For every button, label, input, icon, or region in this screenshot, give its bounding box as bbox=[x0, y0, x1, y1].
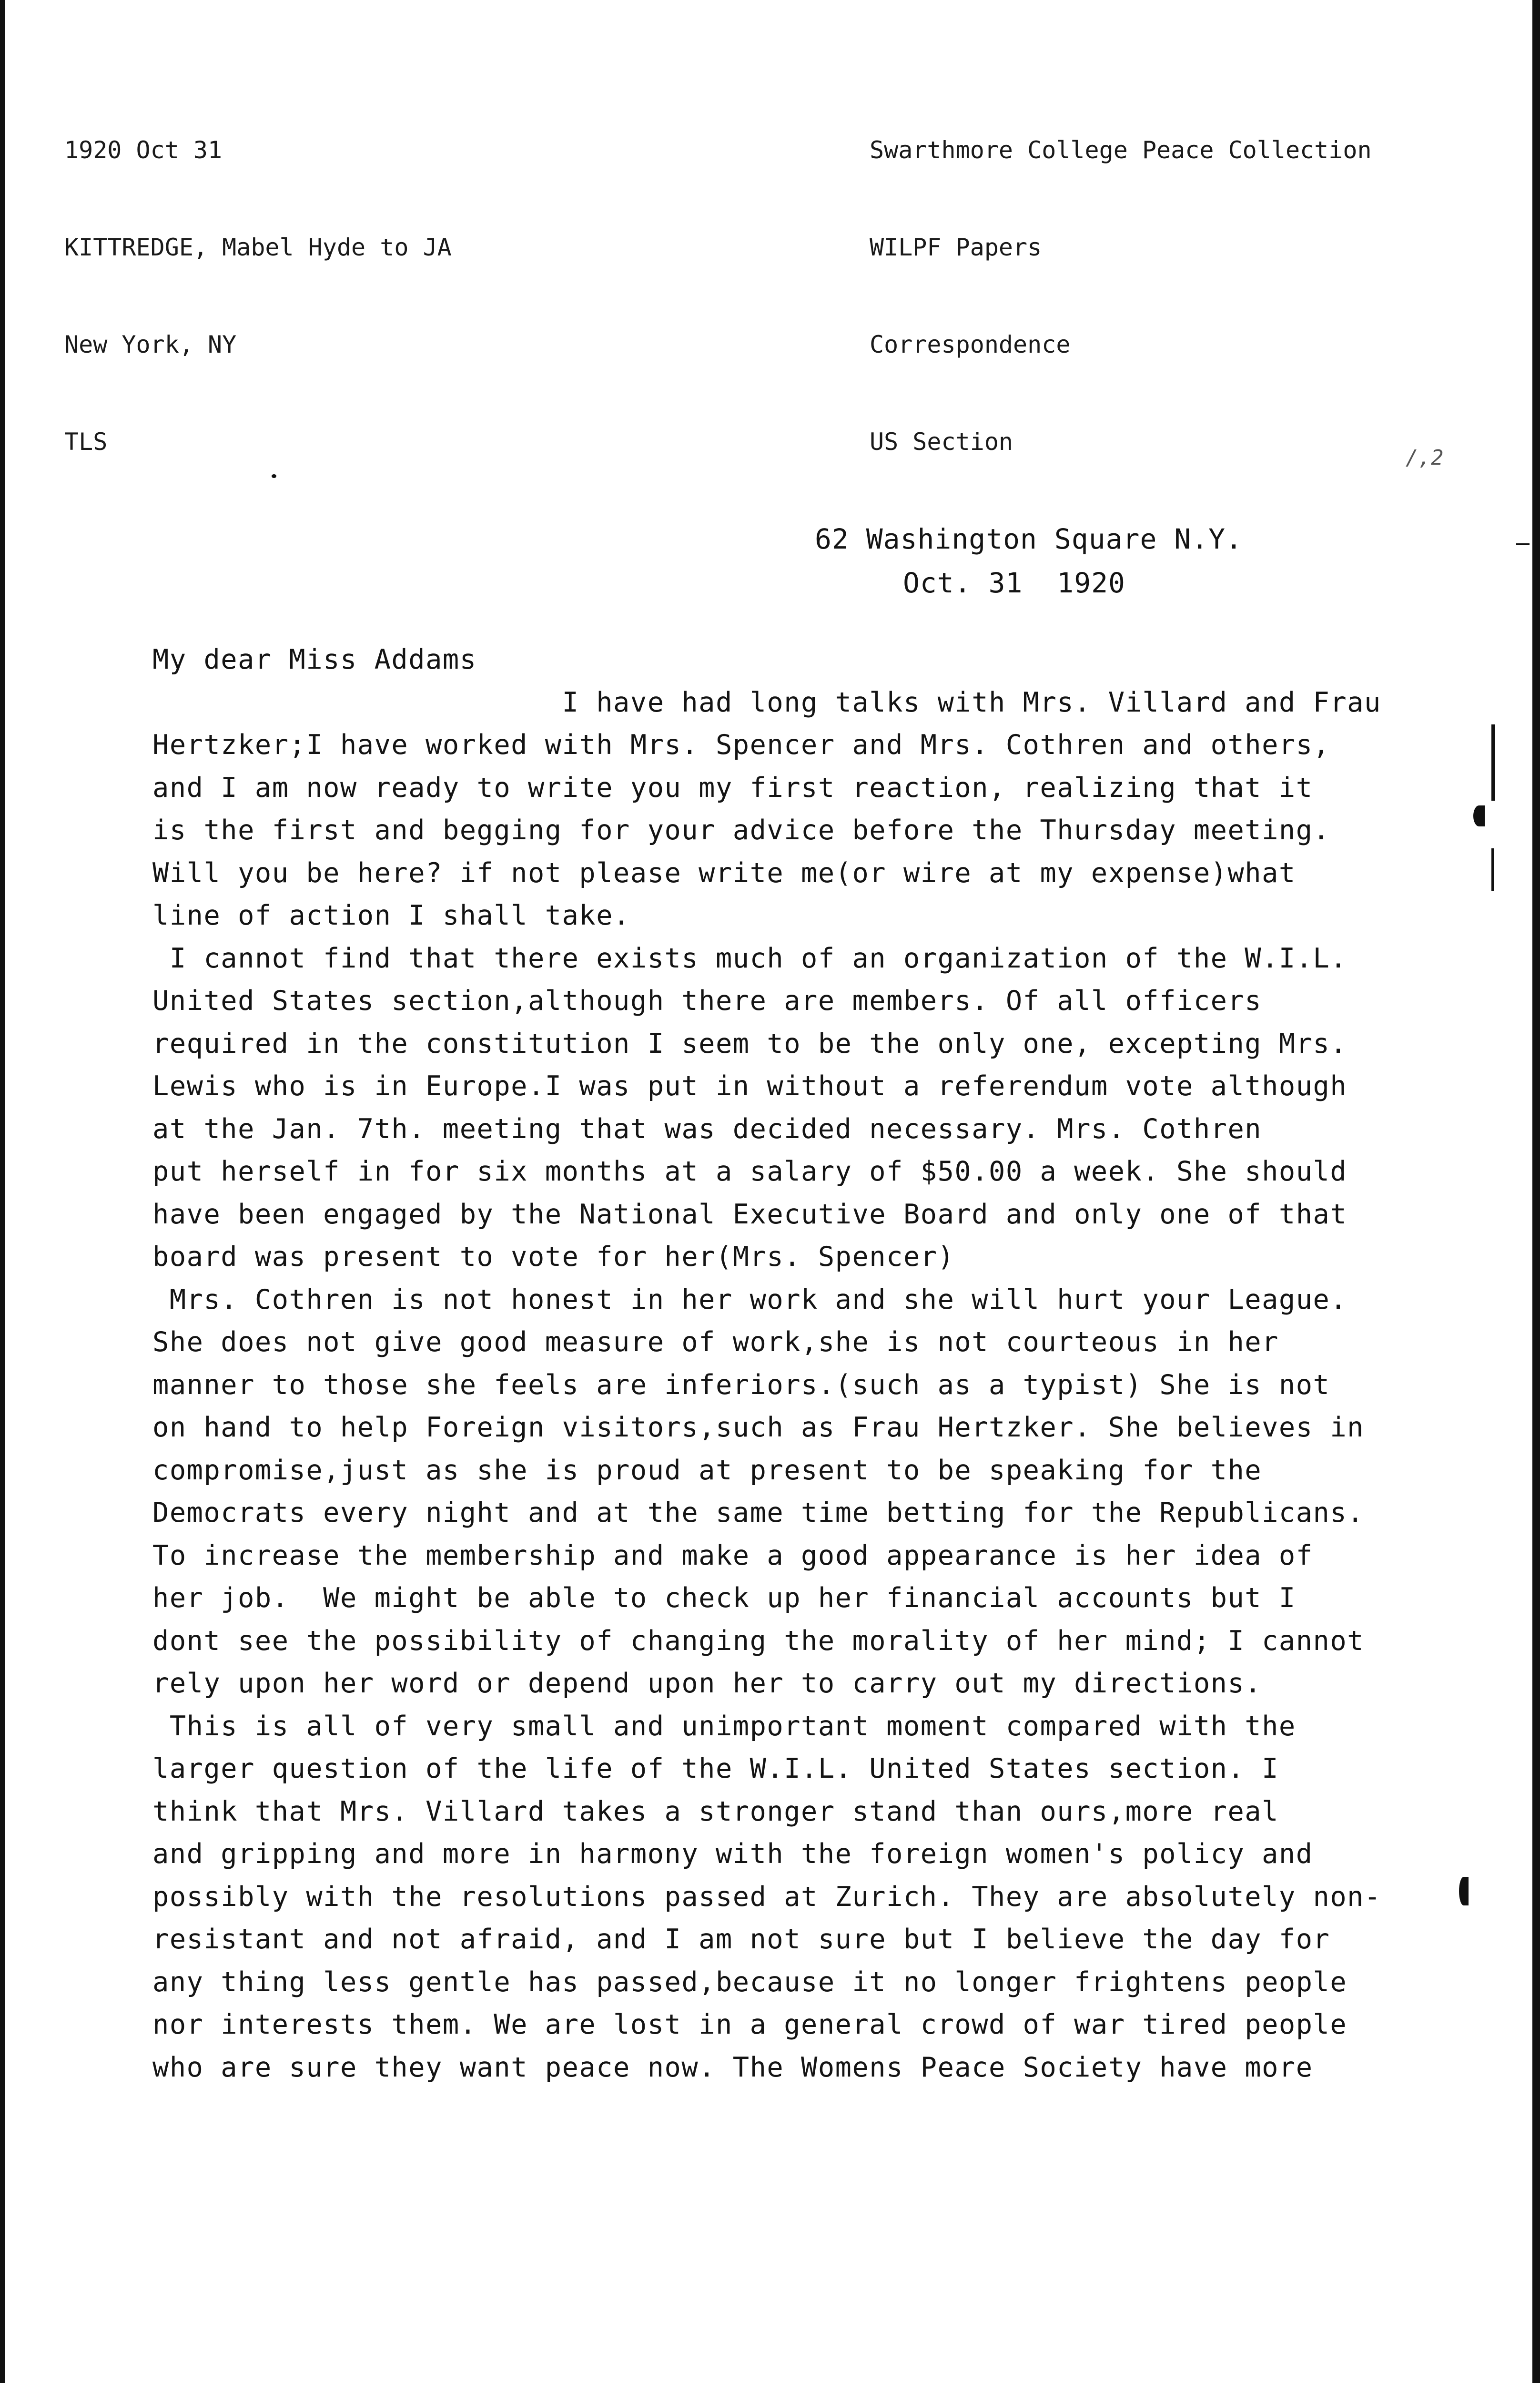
letter-line: any thing less gentle has passed,because it no longer frightens people bbox=[152, 1966, 1348, 1998]
archive-header-right bbox=[870, 69, 1372, 490]
letter-line: United States section,although there are members. Of all officers bbox=[152, 985, 1262, 1017]
letter-line: have been engaged by the National Executive Board and only one of that bbox=[152, 1198, 1348, 1230]
letter-line: I cannot find that there exists much of an organization of the W.I.L. bbox=[152, 942, 1348, 974]
letter-heading bbox=[815, 517, 1243, 605]
letter-line: required in the constitution I seem to be the only one, excepting Mrs. bbox=[152, 1028, 1348, 1059]
archive-papers: WILPF Papers bbox=[870, 234, 1042, 261]
letter-line: I have had long talks with Mrs. Villard and Frau bbox=[152, 686, 1381, 718]
letter-date: Oct. 31 1920 bbox=[903, 567, 1125, 599]
letter-line: possibly with the resolutions passed at Zurich. They are absolutely non- bbox=[152, 1881, 1381, 1913]
letter-line: Democrats every night and at the same time betting for the Republicans. bbox=[152, 1497, 1364, 1528]
archive-correspondents: KITTREDGE, Mabel Hyde to JA bbox=[64, 234, 452, 261]
letter-line: dont see the possibility of changing the morality of her mind; I cannot bbox=[152, 1625, 1364, 1657]
letter-line: Mrs. Cothren is not honest in her work and she will hurt your League. bbox=[152, 1283, 1348, 1315]
letter-body bbox=[152, 639, 1439, 2089]
letter-line: She does not give good measure of work,she is not courteous in her bbox=[152, 1326, 1279, 1358]
archive-collection: Swarthmore College Peace Collection bbox=[870, 136, 1372, 164]
letter-line: Will you be here? if not please write me(or wire at my expense)what bbox=[152, 857, 1296, 889]
scan-mark bbox=[272, 474, 276, 478]
letter-line: Lewis who is in Europe.I was put in without a referendum vote although bbox=[152, 1070, 1348, 1102]
letter-line: think that Mrs. Villard takes a stronger stand than ours,more real bbox=[152, 1795, 1279, 1827]
scan-mark bbox=[1491, 848, 1494, 891]
scan-mark bbox=[1473, 805, 1485, 826]
letter-line: board was present to vote for her(Mrs. Spencer) bbox=[152, 1241, 955, 1273]
scan-border-right bbox=[1532, 0, 1540, 2383]
letter-line: compromise,just as she is proud at present to be speaking for the bbox=[152, 1454, 1262, 1486]
scan-mark bbox=[1516, 543, 1530, 545]
scan-mark bbox=[1491, 724, 1495, 801]
letter-line: who are sure they want peace now. The Womens Peace Society have more bbox=[152, 2051, 1313, 2083]
sender-address: 62 Washington Square N.Y. bbox=[815, 523, 1243, 555]
letter-line: manner to those she feels are inferiors.(such as a typist) She is not bbox=[152, 1369, 1330, 1401]
scan-mark bbox=[1459, 1877, 1469, 1905]
archive-section: US Section bbox=[870, 428, 1013, 456]
letter-line: rely upon her word or depend upon her to carry out my directions. bbox=[152, 1668, 1262, 1699]
letter-line: is the first and begging for your advice before the Thursday meeting. bbox=[152, 815, 1330, 846]
letter-line: resistant and not afraid, and I am not sure but I believe the day for bbox=[152, 1924, 1330, 1955]
letter-line: put herself in for six months at a salary of $50.00 a week. She should bbox=[152, 1156, 1348, 1187]
letter-line: her job. We might be able to check up her financial accounts but I bbox=[152, 1582, 1296, 1614]
letter-line: To increase the membership and make a good appearance is her idea of bbox=[152, 1539, 1313, 1571]
scan-border-left bbox=[0, 0, 5, 2383]
archive-doc-type: TLS bbox=[64, 428, 108, 456]
margin-pencil-note: /,2 bbox=[1406, 446, 1444, 470]
letter-line: and gripping and more in harmony with the foreign women's policy and bbox=[152, 1838, 1313, 1870]
letter-line: and I am now ready to write you my first reaction, realizing that it bbox=[152, 772, 1313, 804]
letter-line: line of action I shall take. bbox=[152, 900, 630, 931]
archive-header-left bbox=[64, 69, 452, 490]
archive-series: Correspondence bbox=[870, 331, 1071, 358]
letter-line: This is all of very small and unimportant moment compared with the bbox=[152, 1710, 1296, 1742]
letter-line: My dear Miss Addams bbox=[152, 644, 477, 675]
letter-line: at the Jan. 7th. meeting that was decided necessary. Mrs. Cothren bbox=[152, 1113, 1262, 1145]
letter-line: Hertzker;I have worked with Mrs. Spencer and Mrs. Cothren and others, bbox=[152, 729, 1330, 761]
archive-place: New York, NY bbox=[64, 331, 237, 358]
letter-line: larger question of the life of the W.I.L. United States section. I bbox=[152, 1753, 1279, 1784]
letter-line: on hand to help Foreign visitors,such as Frau Hertzker. She believes in bbox=[152, 1412, 1364, 1443]
letter-line: nor interests them. We are lost in a general crowd of war tired people bbox=[152, 2009, 1348, 2040]
archive-date: 1920 Oct 31 bbox=[64, 136, 223, 164]
